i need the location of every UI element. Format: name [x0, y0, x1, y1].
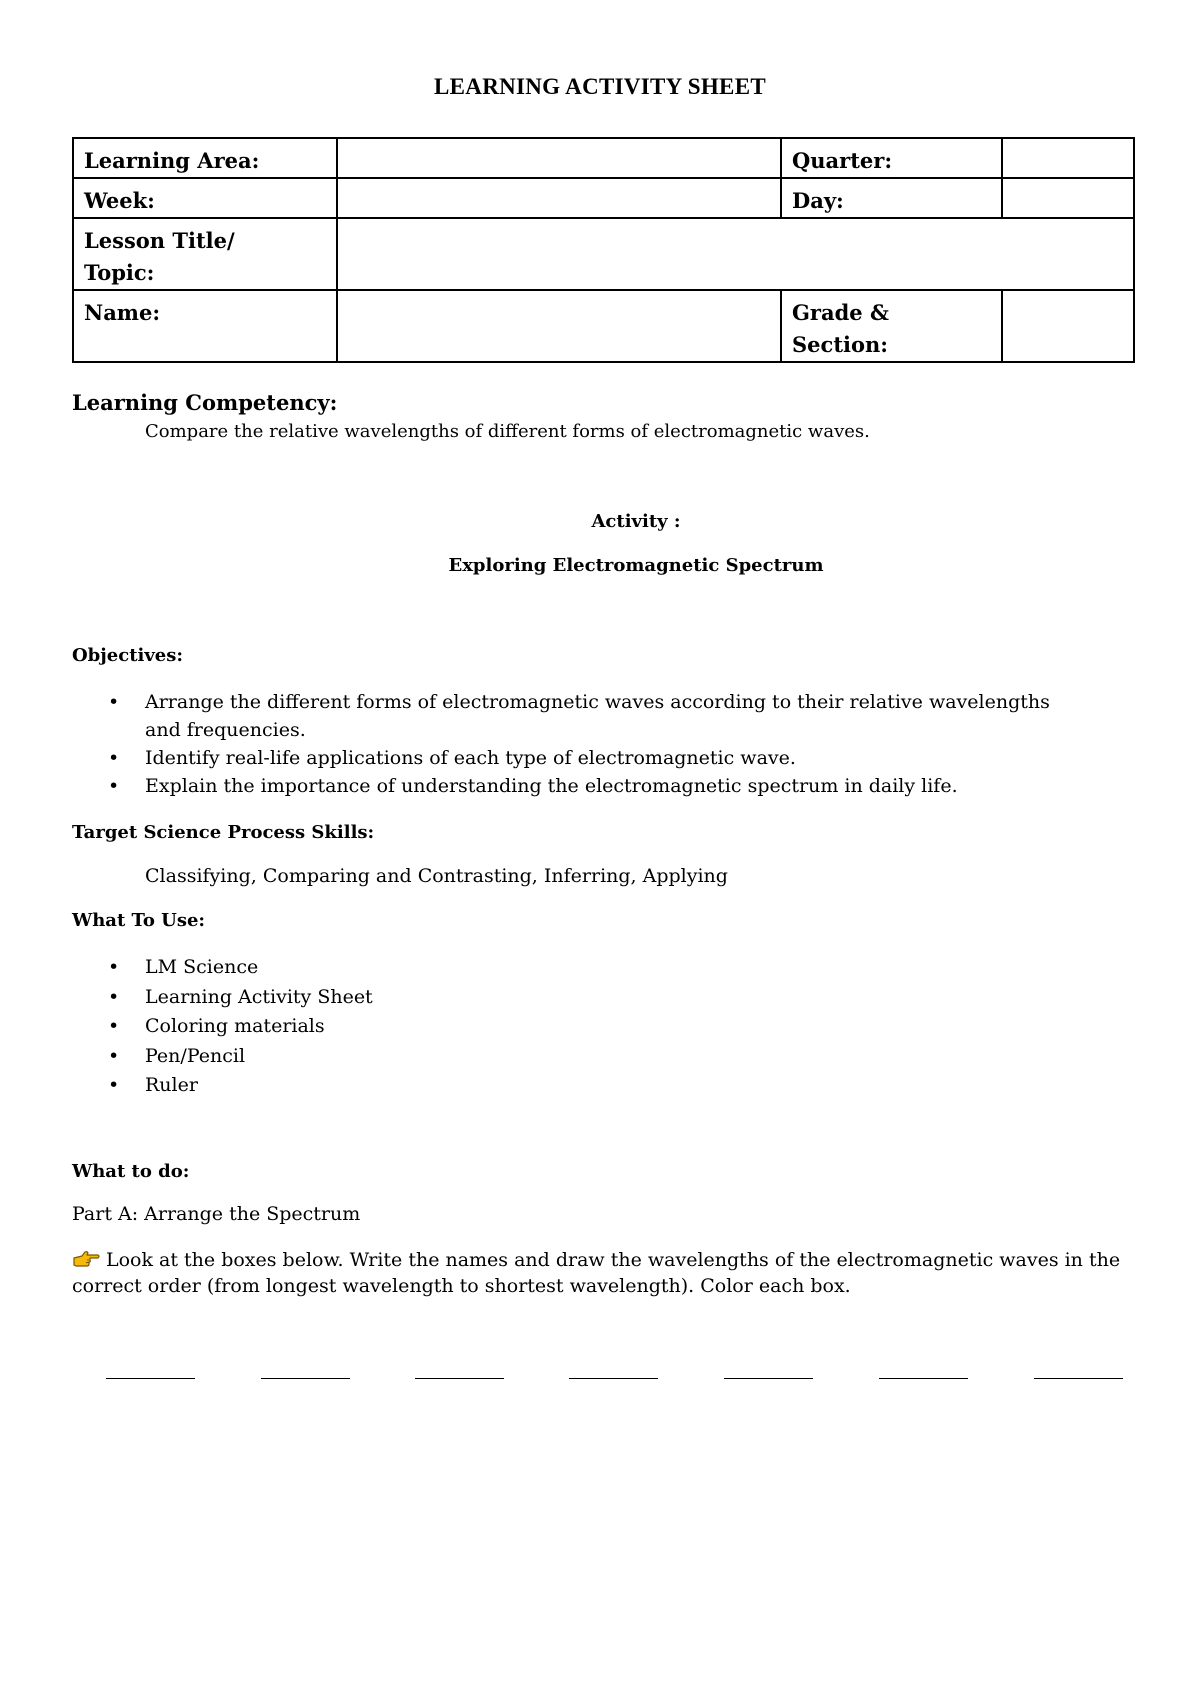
list-item	[72, 688, 1072, 744]
lesson-title-label	[73, 218, 337, 290]
grade-label-line1: Grade &	[792, 300, 889, 325]
lesson-title-label-line1: Lesson Title/	[84, 228, 235, 253]
list-item	[72, 744, 1072, 772]
page-title: LEARNING ACTIVITY SHEET	[434, 74, 766, 99]
lesson-title-label-line2: Topic:	[84, 260, 155, 285]
activity-title: Exploring Electromagnetic Spectrum	[448, 555, 824, 576]
quarter-label: Quarter:	[781, 138, 1002, 178]
objectives-list	[72, 688, 1072, 800]
list-item	[72, 983, 1072, 1013]
learning-area-label: Learning Area:	[73, 138, 337, 178]
material-text: Learning Activity Sheet	[145, 985, 373, 1008]
bullet-icon: •	[108, 956, 120, 978]
day-label: Day:	[781, 178, 1002, 218]
quarter-field[interactable]	[1002, 138, 1134, 178]
list-item	[72, 1042, 1072, 1072]
day-field[interactable]	[1002, 178, 1134, 218]
materials-list	[72, 953, 1072, 1101]
procedure-label: What to do:	[72, 1161, 190, 1182]
objective-text: Arrange the different forms of electromagnetic waves according to their relative wavelengths and frequencies.	[145, 691, 1050, 741]
list-item	[72, 1071, 1072, 1101]
answer-blank[interactable]	[569, 1378, 658, 1379]
competency-text: Compare the relative wavelengths of different forms of electromagnetic waves.	[145, 421, 870, 442]
objective-text: Identify real-life applications of each type of electromagnetic wave.	[145, 747, 796, 769]
bullet-icon: •	[108, 1044, 120, 1067]
name-field[interactable]	[337, 290, 781, 362]
material-text: Ruler	[145, 1074, 198, 1096]
answer-blank[interactable]	[106, 1378, 195, 1379]
material-text: LM Science	[145, 956, 259, 978]
bullet-icon: •	[108, 985, 120, 1008]
answer-blank[interactable]	[879, 1378, 968, 1379]
learning-area-field[interactable]	[337, 138, 781, 178]
grade-section-label	[781, 290, 1002, 362]
week-label: Week:	[73, 178, 337, 218]
part-a-heading: Part A: Arrange the Spectrum	[72, 1203, 361, 1225]
answer-blank[interactable]	[1034, 1378, 1123, 1379]
skills-text: Classifying, Comparing and Contrasting, Inferring, Applying	[145, 865, 728, 887]
info-table	[72, 137, 1135, 363]
week-field[interactable]	[337, 178, 781, 218]
bullet-icon: •	[108, 691, 120, 713]
answer-blank[interactable]	[415, 1378, 504, 1379]
instruction-body: Look at the boxes below. Write the names and draw the wavelengths of the electromagnetic waves in the correct order (from longest wavelength to shortest wavelength). Color each box.	[72, 1249, 1121, 1297]
lesson-title-field[interactable]	[337, 218, 1134, 290]
bullet-icon: •	[108, 775, 120, 797]
list-item	[72, 772, 1072, 800]
competency-label: Learning Competency:	[72, 390, 338, 415]
skills-label: Target Science Process Skills:	[72, 822, 375, 843]
grade-label-line2: Section:	[792, 332, 889, 357]
objectives-label: Objectives:	[72, 645, 184, 666]
name-label: Name:	[73, 290, 337, 362]
pointing-hand-icon	[72, 1249, 100, 1269]
instruction-text	[72, 1247, 1132, 1299]
list-item	[72, 953, 1072, 983]
materials-label: What To Use:	[72, 910, 206, 931]
grade-section-field[interactable]	[1002, 290, 1134, 362]
material-text: Coloring materials	[145, 1015, 325, 1037]
material-text: Pen/Pencil	[145, 1044, 246, 1067]
answer-blank[interactable]	[724, 1378, 813, 1379]
bullet-icon: •	[108, 747, 120, 769]
activity-label: Activity :	[591, 511, 681, 532]
bullet-icon: •	[108, 1015, 120, 1037]
list-item	[72, 1012, 1072, 1042]
bullet-icon: •	[108, 1074, 120, 1096]
objective-text: Explain the importance of understanding the electromagnetic spectrum in daily life.	[145, 775, 958, 797]
answer-blank[interactable]	[261, 1378, 350, 1379]
